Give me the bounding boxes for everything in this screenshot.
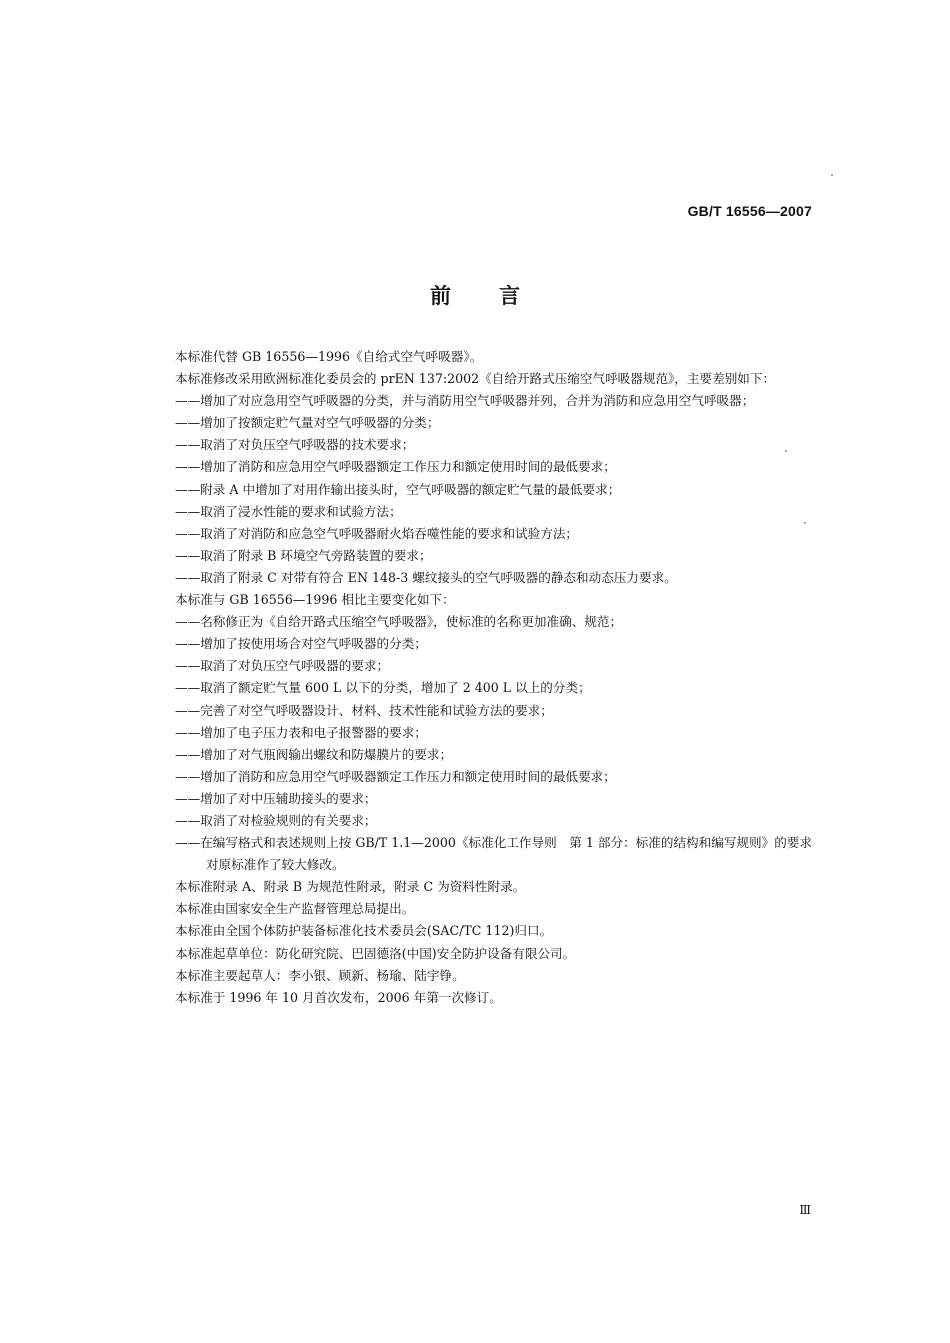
- page-title: 前言: [430, 284, 568, 308]
- paragraph-administered-by: 本标准由全国个体防护装备标准化技术委员会(SAC/TC 112)归口。: [175, 923, 553, 939]
- paragraph-drafting-units: 本标准起草单位：防化研究院、巴固德洛(中国)安全防护设备有限公司。: [175, 945, 576, 961]
- list-item: ——附录 A 中增加了对用作输出接头时，空气呼吸器的额定贮气量的最低要求；: [175, 481, 621, 497]
- list-item: ——增加了对应急用空气呼吸器的分类，并与消防用空气呼吸器并列，合并为消防和应急用空气呼吸器；: [175, 393, 755, 409]
- list-item: ——取消了附录 B 环境空气旁路装置的要求；: [175, 547, 432, 563]
- paragraph-adoption: 本标准修改采用欧洲标准化委员会的 prEN 137:2002《自给开路式压缩空气呼吸器规范》，主要差别如下：: [175, 371, 776, 387]
- paragraph-publication-history: 本标准于 1996 年 10 月首次发布，2006 年第一次修订。: [175, 989, 502, 1005]
- list-item: ——取消了对负压空气呼吸器的要求；: [175, 658, 390, 674]
- list-item: ——名称修正为《自给开路式压缩空气呼吸器》，使标准的名称更加准确、规范；: [175, 614, 623, 630]
- list-item: ——增加了消防和应急用空气呼吸器额定工作压力和额定使用时间的最低要求；: [175, 768, 616, 784]
- list-item: ——增加了电子压力表和电子报警器的要求；: [175, 724, 427, 740]
- scan-speck: [831, 174, 833, 176]
- differences-list: [146, 390, 814, 589]
- paragraph-drafters: 本标准主要起草人：李小银、顾新、杨瑜、陆宇铮。: [175, 967, 465, 983]
- scan-speck: [785, 450, 787, 452]
- list-item: ——增加了按额定贮气量对空气呼吸器的分类；: [175, 415, 440, 431]
- paragraph-replaces: 本标准代替 GB 16556—1996《自给式空气呼吸器》。: [175, 349, 483, 364]
- paragraph-changes-intro: 本标准与 GB 16556—1996 相比主要变化如下：: [175, 592, 455, 608]
- page-number: Ⅲ: [799, 1203, 810, 1217]
- list-item: ——增加了按使用场合对空气呼吸器的分类；: [175, 636, 427, 652]
- list-item: ——取消了对检验规则的有关要求；: [175, 812, 377, 828]
- list-item: ——取消了额定贮气量 600 L 以下的分类，增加了 2 400 L 以上的分类；: [175, 680, 591, 696]
- paragraph-annexes: 本标准附录 A、附录 B 为规范性附录，附录 C 为资料性附录。: [175, 879, 526, 895]
- list-item: ——取消了对负压空气呼吸器的技术要求；: [175, 437, 415, 453]
- list-item: ——完善了对空气呼吸器设计、材料、技术性能和试验方法的要求；: [175, 702, 553, 718]
- standard-number: GB/T 16556—2007: [687, 203, 812, 219]
- list-item: ——取消了浸水性能的要求和试验方法；: [175, 503, 402, 519]
- document-body: [146, 346, 814, 1009]
- list-item: ——取消了附录 C 对带有符合 EN 148-3 螺纹接头的空气呼吸器的静态和动态压力要求。: [175, 569, 677, 585]
- list-item: ——增加了对中压辅助接头的要求；: [175, 790, 377, 806]
- list-item: ——增加了消防和应急用空气呼吸器额定工作压力和额定使用时间的最低要求；: [175, 459, 616, 475]
- scan-speck: [804, 522, 806, 524]
- list-item: ——增加了对气瓶阀输出螺纹和防爆膜片的要求；: [175, 746, 453, 762]
- list-item: ——在编写格式和表述规则上按 GB/T 1.1—2000《标准化工作导则 第 1 部分：标准的结构和编写规则》的要求对原标准作了较大修改。: [175, 835, 812, 873]
- list-item: ——取消了对消防和应急空气呼吸器耐火焰吞噬性能的要求和试验方法；: [175, 525, 578, 541]
- changes-list: [146, 611, 814, 876]
- paragraph-proposed-by: 本标准由国家安全生产监督管理总局提出。: [175, 901, 415, 917]
